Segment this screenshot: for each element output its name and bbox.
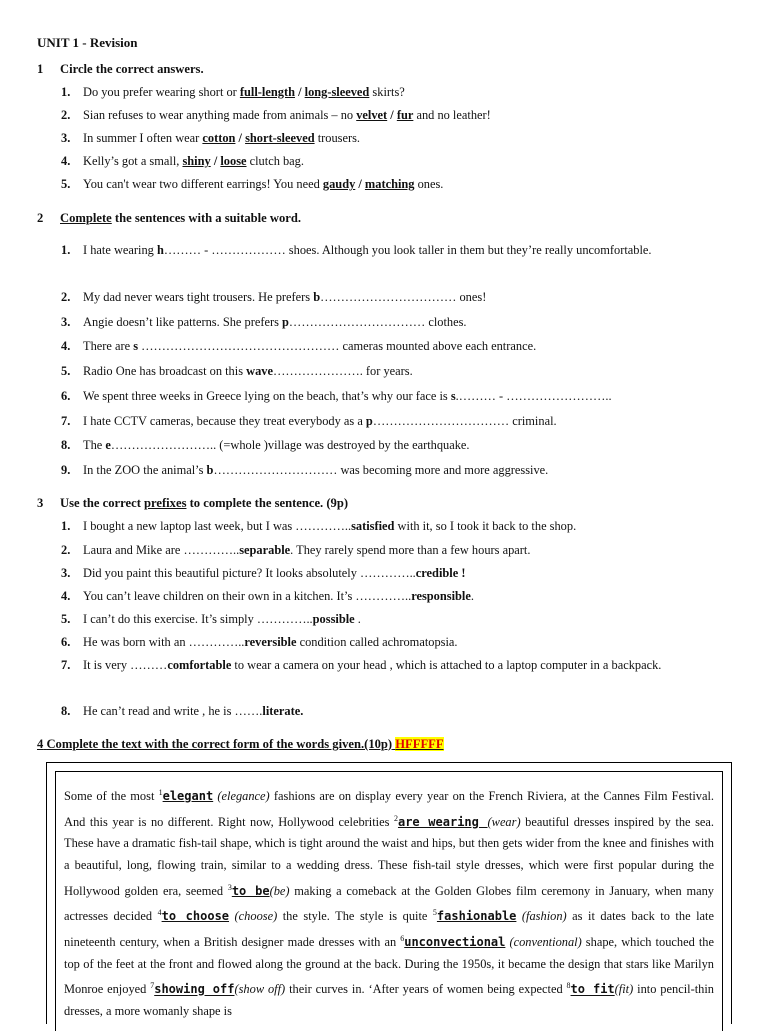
item-text: You can’t leave children on their own in a kitchen. It’s ………….. <box>83 589 412 603</box>
item-text-end: and no leather! <box>413 108 491 122</box>
item-text: I bought a new laptop last week, but I was ………….. <box>83 519 352 533</box>
answer-5: fashionable <box>436 909 517 924</box>
item-text: In the ZOO the animal’s <box>83 463 207 477</box>
clue-letter: h <box>156 243 164 257</box>
option-2: long-sleeved <box>304 85 370 99</box>
word-root: literate. <box>262 704 304 718</box>
item-number: 9. <box>61 463 71 477</box>
item-number: 1. <box>61 243 71 257</box>
answer-8: to fit <box>570 982 615 997</box>
text-box <box>46 762 732 1024</box>
item-number: 3. <box>61 566 71 580</box>
word-root: separable <box>239 543 291 557</box>
item-text-end: …………………………… clothes. <box>288 315 467 329</box>
item-text-end: …………………………… ones! <box>320 290 487 304</box>
item-number: 2. <box>61 543 71 557</box>
option-1: cotton <box>202 131 236 145</box>
list-item <box>61 434 730 457</box>
item-number: 2. <box>61 108 71 122</box>
item-number: 4. <box>61 589 71 603</box>
item-text-end: . <box>470 589 474 603</box>
item-text-end: ones. <box>414 177 444 191</box>
list-item <box>61 104 730 127</box>
option-1: full-length <box>239 85 295 99</box>
item-text: He was born with an ………….. <box>83 635 245 649</box>
item-number: 6. <box>61 635 71 649</box>
section-4-heading: 4 Complete the text with the correct form of the words given.(10p) HFFFFF <box>37 737 444 751</box>
item-text: He can’t read and write , he is ……. <box>83 704 263 718</box>
list-item <box>61 459 730 482</box>
list-item <box>61 562 730 585</box>
item-text: Angie doesn’t like patterns. She prefers <box>83 315 283 329</box>
option-separator: / <box>210 154 221 168</box>
item-text-end: to wear a camera on your head , which is attached to a laptop computer in a backpack. <box>231 658 662 672</box>
clue-letter: s <box>450 389 456 403</box>
option-separator: / <box>355 177 365 191</box>
list-item <box>61 515 730 538</box>
item-text-end: . They rarely spend more than a few hours apart. <box>290 543 531 557</box>
item-text-end: …………………………… criminal. <box>372 414 557 428</box>
item-text: Laura and Mike are ………….. <box>83 543 240 557</box>
clue-letter: e <box>105 438 111 452</box>
item-text: Did you paint this beautiful picture? It looks absolutely ………….. <box>83 566 416 580</box>
list-item <box>61 311 730 334</box>
item-number: 8. <box>61 704 71 718</box>
item-text-end: clutch bag. <box>246 154 304 168</box>
clue-letter: b <box>206 463 214 477</box>
list-item <box>61 608 730 631</box>
list-item <box>61 173 730 196</box>
item-number: 1. <box>61 519 71 533</box>
list-item <box>61 335 730 358</box>
item-text-end: . <box>354 612 361 626</box>
item-number: 8. <box>61 438 71 452</box>
list-item <box>61 700 730 723</box>
item-text: We spent three weeks in Greece lying on the beach, that’s why our face is <box>83 389 451 403</box>
answer-3: to be <box>231 883 270 898</box>
answer-6: unconvectional <box>404 935 506 950</box>
clue-letter: p <box>365 414 373 428</box>
word-root: comfortable <box>167 658 232 672</box>
item-text: Kelly’s got a small, <box>83 154 183 168</box>
option-separator: / <box>387 108 397 122</box>
answer-7: showing off <box>154 982 235 997</box>
item-text: I hate wearing <box>83 243 157 257</box>
section-1-heading: 1 Circle the correct answers. <box>37 62 204 76</box>
item-number: 1. <box>61 85 71 99</box>
option-separator: / <box>235 131 246 145</box>
word-root: reversible <box>244 635 297 649</box>
list-item <box>61 360 730 383</box>
item-text-end: skirts? <box>369 85 405 99</box>
word-root: credible ! <box>415 566 466 580</box>
word-root: possible <box>312 612 355 626</box>
item-number: 4. <box>61 339 71 353</box>
list-item <box>61 81 730 104</box>
item-text-end: ……… - ……………… shoes. Although you look taller in them but they’re really uncomfortable. <box>163 243 652 257</box>
list-item <box>61 631 730 654</box>
item-number: 7. <box>61 414 71 428</box>
item-number: 7. <box>61 658 71 672</box>
clue-letter: s <box>133 339 139 353</box>
item-text: Do you prefer wearing short or <box>83 85 240 99</box>
item-text-end: condition called achromatopsia. <box>296 635 458 649</box>
item-number: 3. <box>61 131 71 145</box>
list-item <box>61 410 730 433</box>
option-separator: / <box>294 85 305 99</box>
word-root: responsible <box>411 589 471 603</box>
item-text-end: …………………. for years. <box>272 364 413 378</box>
list-item <box>61 150 730 173</box>
item-number: 4. <box>61 154 71 168</box>
item-text: Sian refuses to wear anything made from animals – no <box>83 108 357 122</box>
list-item <box>61 127 730 150</box>
item-number: 5. <box>61 177 71 191</box>
clue-letter: wave <box>246 364 273 378</box>
answer-1: elegant <box>162 789 214 804</box>
highlight-badge: HFFFFF <box>395 737 444 751</box>
section-2-heading: 2 Complete the sentences with a suitable word. <box>37 211 302 225</box>
item-text-end: ………………………………………… cameras mounted above each entrance. <box>138 339 537 353</box>
item-text: In summer I often wear <box>83 131 203 145</box>
item-text-end: .……… - …………………….. <box>455 389 612 403</box>
item-number: 2. <box>61 290 71 304</box>
item-text-end: trousers. <box>314 131 361 145</box>
answer-2: are wearing <box>397 814 488 829</box>
list-item <box>61 239 730 262</box>
item-text: The <box>83 438 106 452</box>
list-item <box>61 286 730 309</box>
item-number: 3. <box>61 315 71 329</box>
item-text: I can’t do this exercise. It’s simply ………….. <box>83 612 313 626</box>
option-2: short-sleeved <box>245 131 315 145</box>
item-text: I hate CCTV cameras, because they treat everybody as a <box>83 414 366 428</box>
item-number: 6. <box>61 389 71 403</box>
option-2: matching <box>364 177 415 191</box>
list-item <box>61 654 730 677</box>
list-item <box>61 539 730 562</box>
option-1: velvet <box>356 108 388 122</box>
word-root: satisfied <box>351 519 395 533</box>
page-title: UNIT 1 - Revision <box>37 35 138 50</box>
item-text: You can't wear two different earrings! You need <box>83 177 323 191</box>
option-1: gaudy <box>322 177 356 191</box>
option-2: loose <box>220 154 247 168</box>
item-text: It is very ……… <box>83 658 168 672</box>
list-item <box>61 585 730 608</box>
item-text: There are <box>83 339 134 353</box>
item-number: 5. <box>61 612 71 626</box>
clue-letter: b <box>313 290 321 304</box>
section-3-heading: 3 Use the correct prefixes to complete the sentence. (9p) <box>37 496 349 510</box>
cloze-text: Some of the most $^1$elegant (elegance) fashions are on display every year on the French Riviera, at the Cannes Film Festival. And this year is no different. Right now, Hollywood celebrities $^2$are wearing (wear) beautiful dresses inspired by the sea. These have a dramatic fish-tail shape, which is tight around the waist and hips, but then gets wider from the knee and finishes with a beautiful, long, flowing train, similar to a wedding dress. These fish-tail style dresses, which were first popular during the Hollywood golden era, seemed $^3$to be(be) making a comeback at the Golden Globes film ceremony in January, when many actresses decided $^4$to choose (choose) the style. The style is quite $^5$fashionable (fashion) as it dates back to the late nineteenth century, when a British designer made dresses with an $^6$unconvectional (conventional) shape, which touched the top of the feet at the front and flowed along the ground at the back. During the 1950s, it became the design that stars like Marilyn Monroe enjoyed $^7$showing off(show off) their curves in. ‘After years of women being expected $^8$to fit(fit) into pencil-thin dresses, a more womanly shape is <box>55 771 723 1031</box>
item-text: Radio One has broadcast on this <box>83 364 247 378</box>
item-number: 5. <box>61 364 71 378</box>
clue-letter: p <box>282 315 289 329</box>
list-item <box>61 385 730 408</box>
answer-4: to choose <box>161 909 230 924</box>
item-text-end: …………………….. (=whole )village was destroyed by the earthquake. <box>110 438 470 452</box>
option-1: shiny <box>182 154 211 168</box>
item-text-end: with it, so I took it back to the shop. <box>394 519 577 533</box>
option-2: fur <box>396 108 414 122</box>
item-text: My dad never wears tight trousers. He prefers <box>83 290 314 304</box>
item-text-end: ………………………… was becoming more and more aggressive. <box>213 463 549 477</box>
